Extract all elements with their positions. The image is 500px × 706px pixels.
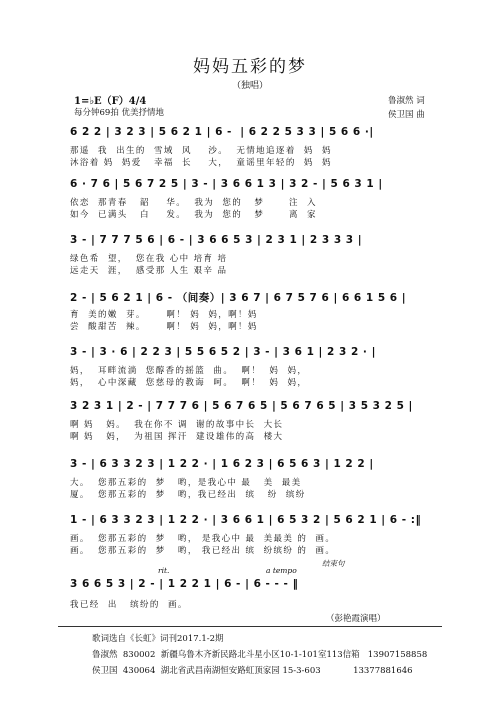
lyric-verse-2: 厦。 您那五彩的 梦 哟，我已经出 缤 纷 缤纷 — [70, 490, 306, 500]
lyric-verse-2: 尝 酸甜苦 辣。 啊！ 妈 妈，啊！妈 — [70, 322, 258, 332]
footer-source: 歌词选自《长虹》词刊2017.1-2期 — [92, 634, 224, 644]
lyric-verse-2: 如今 已满头 白 发。 我为 您的 梦 离 家 — [70, 210, 317, 220]
notation-line: 3 - | 3 · 6 | 2 2 3 | 5 5 6 5 2 | 3 - | 3 6 1 | 2 3 2 · | — [70, 346, 376, 358]
footer-lyricist-address: 鲁淑然 830002 新疆乌鲁木齐新民路北斗星小区10-1-101室113信箱 13907158858 — [92, 650, 428, 660]
lyric-verse-2: 啊 妈 妈， 为祖国 挥汗 建设雄伟的高 楼大 — [70, 432, 284, 442]
notation-line: 1 - | 6 3 3 2 3 | 1 2 2 · | 3 6 6 1 | 6 5 3 2 | 5 6 2 1 | 6 - :‖ — [70, 514, 422, 526]
ending-label: 结束句 — [322, 559, 345, 568]
notation-line: 2 - | 5 6 2 1 | 6 - （间奏）| 3 6 7 | 6 7 5 7 6 | 6 6 1 5 6 | — [70, 292, 407, 304]
lyricist-credit: 鲁淑然 词 — [388, 96, 425, 106]
lyric-verse-1: 啊 妈 妈。 我在你不 调 谢的故事中长 大长 — [70, 420, 284, 430]
lyric-verse-1: 绿色希 望， 您在我 心中 培育 培 — [70, 254, 228, 264]
lyric-verse-1: 大。 您那五彩的 梦 哟，是我心中 最 美 最美 — [70, 478, 302, 488]
song-title: 妈妈五彩的梦 — [193, 57, 307, 77]
lyric-verse-1: 我已经 出 缤纷的 画。 — [70, 600, 188, 610]
footer-composer-address: 侯卫国 430064 湖北省武昌南湖恒安路虹顶家园 15-3-603 13377881646 — [92, 666, 413, 676]
song-subtitle: （独唱） — [231, 81, 268, 91]
lyric-verse-2: 画。 您那五彩的 梦 哟， 我已经出 缤 纷缤纷 的 画。 — [70, 546, 336, 556]
notation-line: 6 2 2 | 3 2 3 | 5 6 2 1 | 6 - | 6 2 2 5 3 3 | 5 6 6 ·| — [70, 126, 374, 138]
lyric-verse-1: 那遥 我 出生的 雪域 风 沙。 无情地追逐着 妈 妈 — [70, 146, 332, 156]
lyric-verse-2: 妈， 心中深藏 您慈母的教诲 呵。 啊！ 妈 妈， — [70, 378, 308, 388]
tempo-marking: 每分钟69拍 优美抒情地 — [74, 108, 165, 118]
a-tempo-mark: a tempo — [266, 566, 297, 575]
composer-credit: 侯卫国 曲 — [388, 110, 425, 120]
ritardando-mark: rit. — [158, 566, 170, 575]
lyric-verse-1: 妈， 耳畔流淌 您醇香的摇篮 曲。 啊！ 妈 妈， — [70, 366, 308, 376]
notation-line: 3 - | 7 7 7 5 6 | 6 - | 3 6 6 5 3 | 2 3 1 | 2 3 3 3 | — [70, 234, 363, 246]
lyric-verse-2: 远走天 涯， 感受那 人生 艰辛 品 — [70, 266, 228, 276]
footer-divider — [58, 626, 442, 627]
lyric-verse-1: 育 美的嫩 芽。 啊！ 妈 妈，啊！妈 — [70, 310, 258, 320]
key-signature: 1=♭E（F）4/4 — [74, 96, 147, 107]
notation-line: 3 - | 6 3 3 2 3 | 1 2 2 · | 1 6 2 3 | 6 5 6 3 | 1 2 2 | — [70, 458, 374, 470]
lyric-verse-1: 画。 您那五彩的 梦 哟， 是我心中 最 美最美 的 画。 — [70, 534, 336, 544]
lyric-verse-1: 依恋 那青春 韶 华。 我为 您的 梦 注 入 — [70, 198, 317, 208]
lyric-verse-2: 沐浴着 妈 妈爱 幸福 长 大， 童谣里年轻的 妈 妈 — [70, 158, 332, 168]
notation-line: 3 2 3 1 | 2 - | 7 7 7 6 | 5 6 7 6 5 | 5 6 7 6 5 | 3 5 3 2 5 | — [70, 400, 413, 412]
performer-credit: （彭艳霞演唱） — [326, 614, 386, 624]
notation-line: 6 · 7 6 | 5 6 7 2 5 | 3 - | 3 6 6 1 3 | 3 2 - | 5 6 3 1 | — [70, 178, 383, 190]
notation-line: 3 6 6 5 3 | 2 - | 1 2 2 1 | 6 - | 6 - - - ‖ — [70, 578, 299, 590]
